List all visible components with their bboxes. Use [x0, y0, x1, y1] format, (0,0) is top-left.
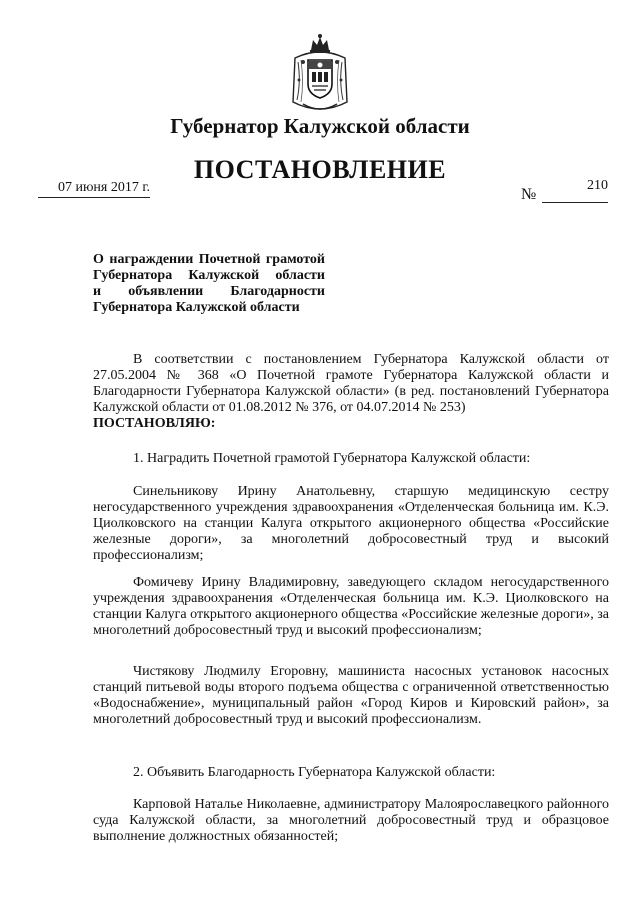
item-2-heading: 2. Объявить Благодарность Губернатора Калужской области: — [133, 765, 496, 780]
coat-of-arms-emblem — [289, 32, 351, 118]
document-subject — [93, 252, 325, 316]
subject-line: и объявлении Благодарности — [93, 284, 325, 299]
decree-word: ПОСТАНОВЛЯЮ: — [93, 416, 216, 431]
subject-line: О награждении Почетной грамотой — [93, 252, 325, 267]
award-paragraph-fomicheva: Фомичеву Ирину Владимировну, заведующего складом негосударственного учреждения здравоохранения «Отделенческая больница им. К.Э. Циолковского на станции Калуга открытого акционерного общества «Российские железные дороги», за многолетний добросовестный труд и высокий профессионализм; — [93, 575, 609, 638]
number-sign: № — [521, 186, 537, 203]
award-paragraph-sinelnikova: Синельникову Ирину Анатольевну, старшую медицинскую сестру негосударственного учреждения здравоохранения «Отделенческая больница им. К.Э. Циолковского на станции Калуга открытого акционерного общества «Российские железные дороги», за многолетний добросовестный труд и высокий профессионализм; — [93, 484, 609, 563]
subject-line: Губернатора Калужской области — [93, 268, 325, 283]
document-date: 07 июня 2017 г. — [38, 180, 150, 198]
thanks-paragraph-karpova: Карповой Наталье Николаевне, администратору Малоярославецкого районного суда Калужской области, за многолетний добросовестный труд и образцовое выполнение должностных обязанностей; — [93, 797, 609, 844]
award-paragraph-chistyakova: Чистякову Людмилу Егоровну, машиниста насосных установок насосных станций питьевой воды второго подъема общества с ограниченной ответственностью «Водоснабжение», муниципальный район «Город Киров и Кировский район», за многолетний добросовестный труд и высокий профессионализм. — [93, 664, 609, 727]
preamble-paragraph — [93, 352, 609, 432]
document-number: 210 — [542, 178, 608, 203]
subject-line: Губернатора Калужской области — [93, 300, 300, 315]
item-1-heading: 1. Наградить Почетной грамотой Губернатора Калужской области: — [133, 451, 531, 466]
preamble-text: В соответствии с постановлением Губернатора Калужской области от 27.05.2004 № 368 «О Почетной грамоте Губернатора Калужской области и Благодарности Губернатора Калужской области» (в ред. постановлений Губернатора Калужской области от 01.08.2012 № 376, от 04.07.2014 № 253) — [93, 352, 609, 415]
issuer-heading: Губернатор Калужской области — [170, 114, 470, 138]
document-type-title: ПОСТАНОВЛЕНИЕ — [193, 155, 447, 184]
